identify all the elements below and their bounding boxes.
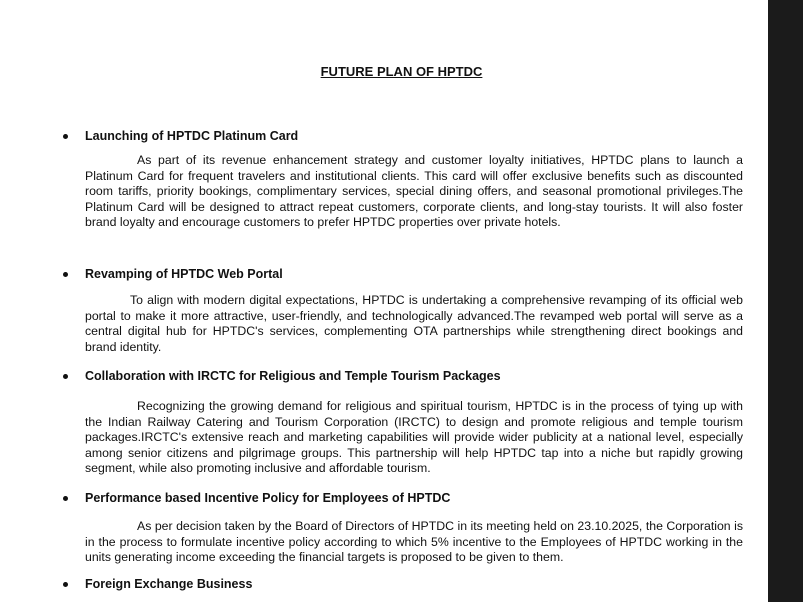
bullet-icon: [63, 134, 68, 139]
bullet-icon: [63, 272, 68, 277]
section-web-portal: [63, 266, 743, 355]
section-body: To align with modern digital expectations, HPTDC is undertaking a comprehensive revamping of its official web portal to make it more attractive, user-friendly, and technologically advanced.The revamped web portal will serve as a central digital hub for HPTDC's services, complementing OTA partnerships while strengthening direct bookings and brand identity.: [85, 293, 743, 354]
section-forex: [63, 576, 743, 592]
section-heading: [63, 490, 743, 506]
section-heading-text: Launching of HPTDC Platinum Card: [85, 129, 299, 143]
section-body: As per decision taken by the Board of Directors of HPTDC in its meeting held on 23.10.2025, the Corporation is in the process to formulate incentive policy according to which 5% incentive to the Employees of HPTDC working in the units generating income exceeding the financial targets is proposed to be given to them.: [85, 519, 743, 565]
section-incentive-policy: [63, 490, 743, 566]
section-heading: [63, 128, 743, 144]
section-heading-text: Revamping of HPTDC Web Portal: [85, 267, 283, 281]
section-body: As part of its revenue enhancement strategy and customer loyalty initiatives, HPTDC plans to launch a Platinum Card for frequent travelers and institutional clients. This card will offer exclusive benefits such as discounted room tariffs, priority bookings, complimentary services, special dining offers, and seasonal promotional privileges.The Platinum Card will be designed to attract repeat customers, corporate clients, and long-stay tourists. It will also foster brand loyalty and encourage customers to prefer HPTDC properties over private hotels.: [85, 153, 743, 230]
section-heading-text: Performance based Incentive Policy for Employees of HPTDC: [85, 491, 451, 505]
section-heading: [63, 266, 743, 282]
section-heading-text: Collaboration with IRCTC for Religious and Temple Tourism Packages: [85, 369, 501, 383]
section-heading: [63, 368, 743, 384]
section-platinum-card: [63, 128, 743, 231]
section-body: Recognizing the growing demand for religious and spiritual tourism, HPTDC is in the process of tying up with the Indian Railway Catering and Tourism Corporation (IRCTC) to design and promote religious and temple tourism packages.IRCTC's extensive reach and marketing capabilities will provide wider publicity at a national level, especially among senior citizens and pilgrimage groups. This partnership will help HPTDC tap into a niche but rapidly growing segment, while also promoting inclusive and affordable tourism.: [85, 399, 743, 476]
section-heading-text: Foreign Exchange Business: [85, 577, 253, 591]
section-heading: [63, 576, 743, 592]
bullet-icon: [63, 582, 68, 587]
bullet-icon: [63, 496, 68, 501]
section-irctc: [63, 368, 743, 477]
document-title: FUTURE PLAN OF HPTDC: [320, 64, 483, 79]
bullet-icon: [63, 374, 68, 379]
